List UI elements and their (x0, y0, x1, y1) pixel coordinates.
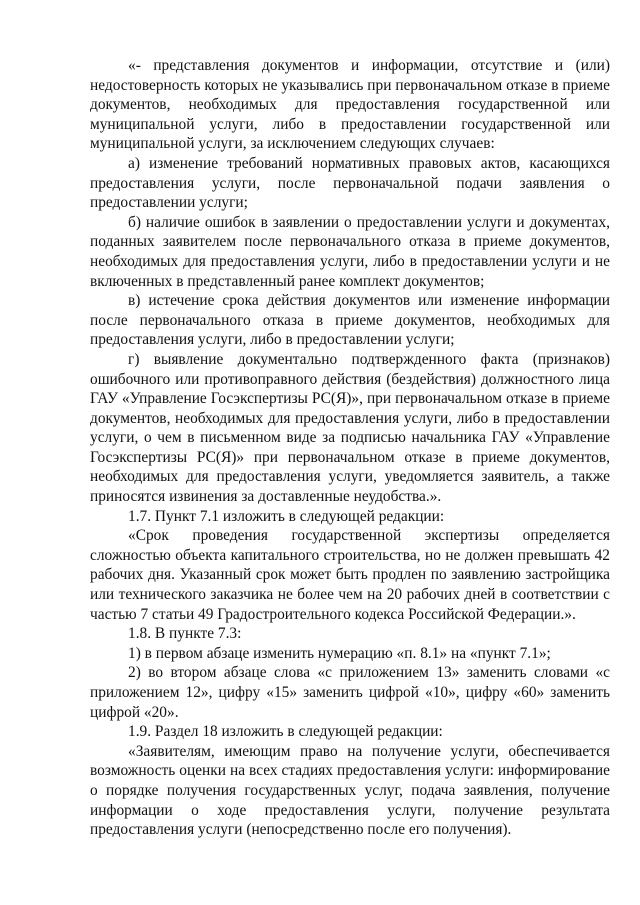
paragraph-item-a: а) изменение требований нормативных правовых актов, касающихся предоставления услуги, после первоначальной подачи заявления о предоставлении услуги; (90, 154, 610, 212)
paragraph-exceptions-intro: «- представления документов и информации, отсутствие и (или) недостоверность которых не указывались при первоначальном отказе в приеме документов, необходимых для предоставления государственной или муниципальной услуги, либо в предоставлении государственной или муниципальной услуги, за исключением следующих случаев: (90, 57, 610, 153)
paragraph-item-b: б) наличие ошибок в заявлении о предоставлении услуги и документах, поданных заявителем после первоначального отказа в приеме документов, необходимых для предоставления услуги, либо в предоставлении услуги и не включенных в представленный ранее комплект документов; (90, 213, 610, 290)
paragraph-item-v: в) истечение срока действия документов или изменение информации после первоначального отказа в приеме документов, необходимых для предоставления услуги, либо в предоставлении услуги; (90, 292, 610, 349)
paragraph-1-8-item-2: 2) во втором абзаце слова «с приложением 13» заменить словами «с приложением 12», цифру «15» заменить цифрой «10», цифру «60» заменить цифрой «20». (90, 664, 610, 721)
paragraph-1-9-text: «Заявителям, имеющим право на получение услуги, обеспечивается возможность оценки на всех стадиях предоставления услуги: информирование о порядке получения государственных услуг, подача заявления, получение информации о ходе предоставления услуги, получение результата предоставления услуги (непосредственно после его получения). (90, 742, 610, 839)
paragraph-1-8-heading: 1.8. В пункте 7.3: (128, 625, 242, 643)
paragraph-1-7-text: «Срок проведения государственной экспертизы определяется сложностью объекта капитального строительства, но не должен превышать 42 рабочих дня. Указанный срок может быть продлен по заявлению застройщика или технического заказчика не более чем на 20 рабочих дней в соответствии с частью 7 статьи 49 Градостроительного кодекса Российской Федерации.». (90, 527, 610, 623)
paragraph-1-9-heading: 1.9. Раздел 18 изложить в следующей редакции: (128, 723, 443, 741)
paragraph-item-g: г) выявление документально подтвержденного факта (признаков) ошибочного или противоправного действия (бездействия) должностного лица ГАУ «Управление Госэкспертизы РС(Я)», при первоначальном отказе в приеме документов, необходимых для предоставления услуги, либо в предоставлении услуги, о чем в письменном виде за подписью начальника ГАУ «Управление Госэкспертизы РС(Я)» при первоначальном отказе в приеме документов, необходимых для предоставления услуги, уведомляется заявитель, а также приносятся извинения за доставленные неудобства.». (90, 350, 610, 506)
paragraph-1-8-item-1: 1) в первом абзаце изменить нумерацию «п. 8.1» на «пункт 7.1»; (128, 644, 551, 662)
paragraph-1-7-heading: 1.7. Пункт 7.1 изложить в следующей редакции: (128, 507, 445, 525)
